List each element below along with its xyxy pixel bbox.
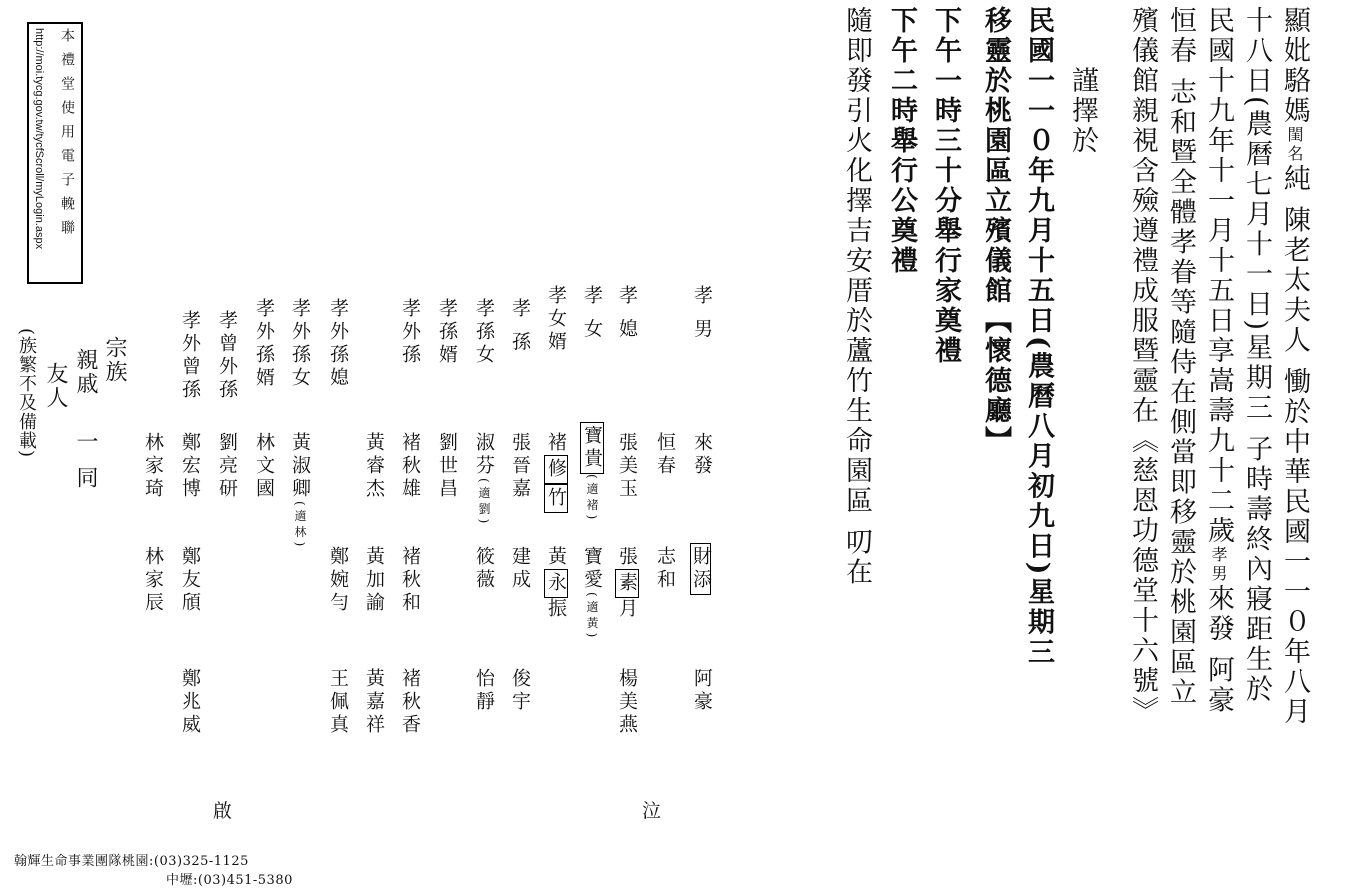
- notice-line-7: 民國一一０年九月十五日(農曆八月初九日)星期三: [1023, 6, 1054, 668]
- rel-c15-name-3: 鄭兆威: [179, 668, 201, 737]
- rel-c10-name-3: 黃嘉祥: [363, 668, 385, 737]
- group-relatives: 親戚: [73, 348, 98, 396]
- rel-c5-name-1: 褚修竹: [546, 432, 565, 513]
- rel-c3-label: 孝 媳: [616, 285, 638, 342]
- closing-right: 泣: [642, 800, 662, 822]
- footer-line-1: 翰輝生命事業團隊桃園:(03)325-1125: [14, 854, 249, 869]
- rel-c16-name-1: 林家琦: [142, 432, 164, 501]
- rel-c4-name-1: 寶貴(適褚): [582, 422, 601, 523]
- stamp-label: 本禮堂使用電子輓聯: [59, 28, 75, 244]
- rel-c2-name-2: 志和: [654, 546, 676, 592]
- rel-c7-name-3: 怡靜: [473, 668, 495, 714]
- rel-c11-label: 孝外孫媳: [327, 298, 349, 390]
- rel-c3-name-3: 楊美燕: [616, 668, 638, 737]
- notice-line-6: 謹擇於: [1067, 66, 1098, 156]
- rel-c6-name-3: 俊宇: [509, 668, 531, 714]
- rel-c7-label: 孝孫女: [473, 298, 495, 367]
- rel-c5-label: 孝女婿: [545, 285, 567, 354]
- rel-c1-name-2: 財添: [690, 543, 711, 595]
- rel-c1-name-1: 來發: [691, 432, 713, 478]
- notice-line-2: 十八日(農曆七月十一日)星期三 子時壽終內寢距生於: [1241, 6, 1272, 705]
- rel-c12-label: 孝外孫女: [289, 298, 311, 390]
- rel-c6-name-2: 建成: [509, 546, 531, 592]
- rel-c1-name-3: 阿豪: [691, 668, 713, 714]
- rel-c7-name-1: 淑芬(適劉): [473, 432, 495, 528]
- rel-c7-name-2: 筱薇: [473, 546, 495, 592]
- rel-c4-label: 孝 女: [581, 285, 603, 342]
- rel-c2-name-1: 恒春: [654, 432, 676, 478]
- rel-c15-name-1: 鄭宏博: [179, 432, 201, 501]
- notice-line-9: 下午一時三十分舉行家奠禮: [930, 6, 961, 366]
- rel-c1-label: 孝 男: [691, 285, 713, 342]
- rel-c16-name-2: 林家辰: [142, 546, 164, 615]
- notice-line-11: 隨即發引火化擇吉安厝於蘆竹生命園區 叨在: [841, 6, 872, 588]
- notice-line-8: 移靈於桃園區立殯儀館【懷德廳】: [980, 6, 1011, 456]
- rel-c8-label: 孝孫婿: [436, 298, 458, 367]
- rel-c3-name-2: 張素月: [616, 546, 638, 621]
- rel-c6-label: 孝 孫: [509, 298, 531, 355]
- group-friends: 友人: [43, 362, 68, 410]
- rel-c15-name-2: 鄭友頎: [179, 546, 201, 615]
- rel-c14-name-1: 劉亮研: [216, 432, 238, 501]
- stamp-url[interactable]: http://moi.tycg.gov.tw/tycfScroll/myLogin.aspx: [33, 28, 45, 250]
- rel-c14-label: 孝曾外孫: [216, 310, 238, 402]
- footer-line-2: 中壢:(03)451-5380: [166, 873, 293, 888]
- group-clan: 宗族: [102, 336, 127, 384]
- rel-c11-name-2: 王佩真: [327, 668, 349, 737]
- group-note: (族繁不及備載): [16, 328, 37, 459]
- notice-line-1-small: 閨名: [1285, 126, 1304, 164]
- notice-line-4: 恒春 志和暨全體孝眷等隨侍在側當即移靈於桃園區立: [1165, 6, 1196, 708]
- notice-line-1: 顯妣駱媽閨名純 陳老太夫人 慟於中華民國一一０年八月: [1279, 6, 1310, 728]
- rel-c6-name-1: 張晉嘉: [509, 432, 531, 501]
- rel-c11-name-1: 鄭婉勻: [327, 546, 349, 615]
- rel-c10-name-1: 黃睿杰: [363, 432, 385, 501]
- rel-c9-name-2: 褚秋和: [399, 546, 421, 615]
- rel-c4-name-2: 寶愛(適黃): [581, 546, 603, 642]
- rel-c9-label: 孝外孫: [399, 298, 421, 367]
- rel-c5-name-2: 黃永振: [545, 546, 567, 621]
- e-scroll-stamp: [27, 22, 83, 284]
- rel-c15-label: 孝外曾孫: [179, 310, 201, 402]
- rel-c8-name-1: 劉世昌: [436, 432, 458, 501]
- notice-line-5: 殯儀館親視含殮遵禮成服暨靈在《慈恩功德堂十六號》: [1127, 6, 1158, 726]
- rel-c9-name-1: 褚秋雄: [399, 432, 421, 501]
- notice-line-3: 民國十九年十一月十五日享嵩壽九十二歲孝男來發 阿豪: [1203, 6, 1234, 716]
- group-together: 一同: [73, 430, 98, 502]
- rel-c13-name-1: 林文國: [253, 432, 275, 501]
- closing-left: 啟: [213, 800, 233, 822]
- rel-c3-name-1: 張美玉: [616, 432, 638, 501]
- rel-c9-name-3: 褚秋香: [399, 668, 421, 737]
- notice-line-10: 下午二時舉行公奠禮: [886, 6, 917, 276]
- rel-c10-name-2: 黃加諭: [363, 546, 385, 615]
- rel-c13-label: 孝外孫婿: [253, 298, 275, 390]
- rel-c12-name-1: 黃淑卿(適林): [289, 432, 311, 551]
